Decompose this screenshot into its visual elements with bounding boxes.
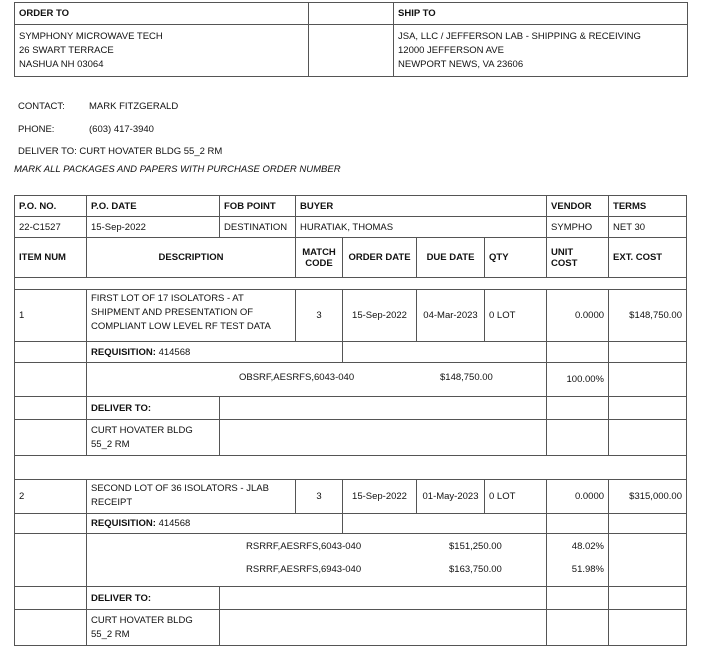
table-row: 2 SECOND LOT OF 36 ISOLATORS - JLAB RECEIPT 3 15-Sep-2022 01-May-2023 0 LOT 0.0000 $315,000.00 xyxy=(15,480,687,514)
fob-point: DESTINATION xyxy=(220,217,296,238)
contact-name: MARK FITZGERALD xyxy=(89,101,179,112)
item-description: FIRST LOT OF 17 ISOLATORS - AT SHIPMENT AND PRESENTATION OF COMPLIANT LOW LEVEL RF TEST DATA xyxy=(87,290,296,342)
deliver-to-value: CURT HOVATER BLDG 55_2 RM xyxy=(79,146,223,157)
table-row: 1 FIRST LOT OF 17 ISOLATORS - AT SHIPMENT AND PRESENTATION OF COMPLIANT LOW LEVEL RF TEST DATA 3 15-Sep-2022 04-Mar-2023 0 LOT 0.0000 $148,750.00 xyxy=(15,290,687,342)
po-date: 15-Sep-2022 xyxy=(87,217,220,238)
ship-to-heading: SHIP TO xyxy=(394,3,688,25)
requisition: REQUISITION: 414568 xyxy=(87,514,343,534)
item-description: SECOND LOT OF 36 ISOLATORS - JLAB RECEIPT xyxy=(87,480,296,514)
purchase-order-table: P.O. NO. P.O. DATE FOB POINT BUYER VENDOR TERMS 22-C1527 15-Sep-2022 DESTINATION HURATIAK, THOMAS SYMPHO NET 30 ITEM NUM DESCRIPTION MATCH CODE ORDER DATE DUE DATE QTY UNIT COST EXT. COST 1 FIRST LOT OF 17 ISOLATORS - AT SHIPMENT AND PRESENTATION OF COMPLIANT LOW LEVEL RF TEST DATA 3 15-Sep-2022 04-Mar-2023 0 LOT 0.0000 $148,750.00 REQUISITION: 414568 OBSRF,AESRFS,6043-040 $148,750.00 100.00% DELIVER TO: CURT HOVATER BLDG 55_2 RM 2 SECOND LOT OF 36 ISOLATORS - JLAB RECEIPT 3 15-Sep-2022 01-May-2023 0 LOT 0.0000 $315,000.00 REQUISITION: 414568 RSRRF,AESRFS,6043-040 $151,250.00 RSRRF,AESRFS,6943-040 $163,750.00 48.02% 51.98% DELIVER TO: CURT HOVATER BLDG 55_2 RM xyxy=(14,195,687,646)
item-deliver-to: CURT HOVATER BLDG 55_2 RM xyxy=(87,420,220,456)
po-number: 22-C1527 xyxy=(15,217,87,238)
item-deliver-to: CURT HOVATER BLDG 55_2 RM xyxy=(87,610,220,646)
column-headers: ITEM NUM DESCRIPTION MATCH CODE ORDER DATE DUE DATE QTY UNIT COST EXT. COST xyxy=(15,238,687,278)
phone-row: PHONE: (603) 417-3940 xyxy=(18,124,154,135)
order-to-heading: ORDER TO xyxy=(15,3,309,25)
requisition: REQUISITION: 414568 xyxy=(87,342,343,363)
buyer: HURATIAK, THOMAS xyxy=(296,217,547,238)
ship-to-address: JSA, LLC / JEFFERSON LAB - SHIPPING & RECEIVING 12000 JEFFERSON AVE NEWPORT NEWS, VA 23606 xyxy=(394,25,688,77)
vendor: SYMPHO xyxy=(547,217,609,238)
address-table xyxy=(14,2,688,77)
order-to-address: SYMPHONY MICROWAVE TECH 26 SWART TERRACE NASHUA NH 03064 xyxy=(15,25,309,77)
account-lines: RSRRF,AESRFS,6043-040 $151,250.00 RSRRF,AESRFS,6943-040 $163,750.00 xyxy=(87,534,547,587)
contact-row: CONTACT: MARK FITZGERALD xyxy=(18,101,179,112)
deliver-to-row: DELIVER TO: CURT HOVATER BLDG 55_2 RM xyxy=(18,146,223,157)
marking-instruction: MARK ALL PACKAGES AND PAPERS WITH PURCHASE ORDER NUMBER xyxy=(14,164,341,175)
phone-value: (603) 417-3940 xyxy=(89,124,154,135)
account-line: OBSRF,AESRFS,6043-040 $148,750.00 xyxy=(87,363,547,397)
terms: NET 30 xyxy=(609,217,687,238)
